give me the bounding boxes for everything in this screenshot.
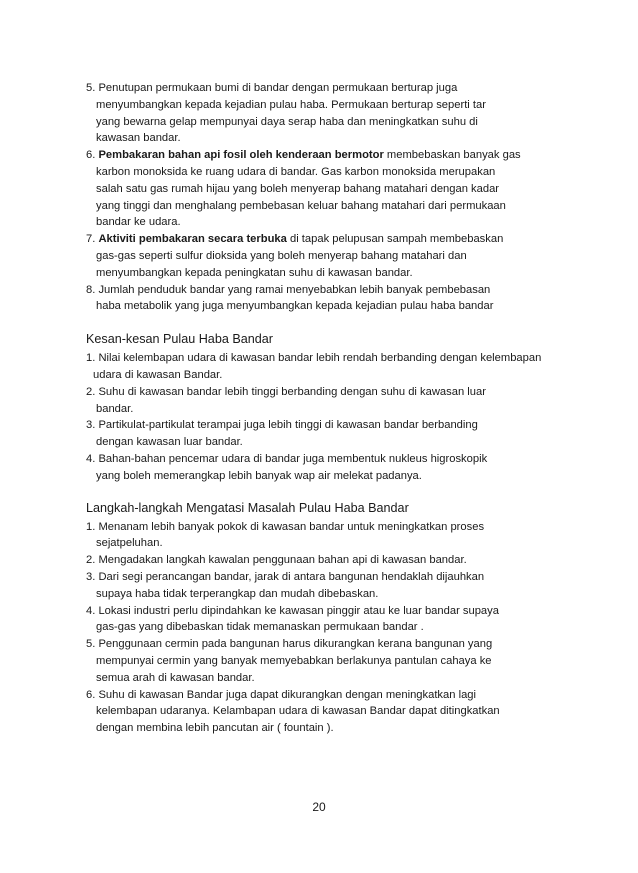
item-text: yang tinggi dan menghalang pembebasan keluar bahang matahari dari permukaan [96, 199, 506, 212]
item-text: udara di kawasan Bandar. [93, 368, 223, 381]
item-text: menyumbangkan kepada kejadian pulau haba. Permukaan berturap seperti tar [96, 98, 486, 111]
item-text: Bahan-bahan pencemar udara di bandar juga membentuk nukleus higroskopik [98, 452, 488, 465]
item-text: dengan kawasan luar bandar. [96, 436, 243, 449]
item-text: karbon monoksida ke ruang udara di bandar. Gas karbon monoksida merupakan [96, 165, 496, 178]
item-text: gas-gas yang dibebaskan tidak memanaskan permukaan bandar . [96, 621, 424, 634]
item-number: 7. [86, 233, 96, 246]
list-item [86, 231, 566, 281]
causes-list [86, 80, 566, 315]
item-text: Dari segi perancangan bandar, jarak di antara bangunan hendaklah dijauhkan [98, 570, 485, 583]
item-text: Menanam lebih banyak pokok di kawasan bandar untuk meningkatkan proses [98, 520, 485, 533]
item-number: 4. [86, 452, 96, 465]
item-text: menyumbangkan kepada peningkatan suhu di kawasan bandar. [96, 266, 413, 279]
item-number: 2. [86, 554, 96, 567]
item-text: yang bewarna gelap mempunyai daya serap haba dan meningkatkan suhu di [96, 115, 478, 128]
list-item [86, 552, 566, 569]
list-item [86, 451, 566, 485]
item-text: Jumlah penduduk bandar yang ramai menyebabkan lebih banyak pembebasan [98, 283, 491, 296]
item-number: 5. [86, 638, 96, 651]
item-number: 6. [86, 149, 96, 162]
item-text: salah satu gas rumah hijau yang boleh menyerap bahang matahari dengan kadar [96, 182, 500, 195]
item-text: Nilai kelembapan udara di kawasan bandar lebih rendah berbanding dengan kelembapan [98, 352, 542, 365]
list-item [86, 636, 566, 686]
item-text: sejatpeluhan. [96, 537, 163, 550]
item-text: semua arah di kawasan bandar. [96, 671, 255, 684]
page-number: 20 [312, 800, 326, 814]
item-number: 8. [86, 283, 96, 296]
item-text: Penutupan permukaan bumi di bandar dengan permukaan berturap juga [98, 82, 458, 94]
item-text: yang boleh memerangkap lebih banyak wap air melekat padanya. [96, 469, 422, 482]
item-number: 5. [86, 82, 96, 94]
item-text: Penggunaan cermin pada bangunan harus dikurangkan kerana bangunan yang [98, 638, 493, 651]
item-text: kawasan bandar. [96, 132, 181, 145]
section-heading-effects: Kesan-kesan Pulau Haba Bandar [86, 332, 273, 347]
list-item [86, 147, 566, 231]
item-number: 3. [86, 570, 96, 583]
list-item [86, 384, 566, 418]
item-text: dengan membina lebih pancutan air ( fountain ). [96, 722, 334, 735]
item-text: Suhu di kawasan Bandar juga dapat dikurangkan dengan meningkatkan lagi [98, 688, 476, 701]
item-text: bandar. [96, 402, 134, 415]
effects-list [86, 350, 566, 484]
item-number: 4. [86, 604, 96, 617]
item-text: bandar ke udara. [96, 216, 181, 229]
item-text: Lokasi industri perlu dipindahkan ke kawasan pinggir atau ke luar bandar supaya [98, 604, 499, 617]
item-text: supaya haba tidak terperangkap dan mudah dibebaskan. [96, 587, 379, 600]
list-item [86, 519, 566, 553]
section-heading-measures: Langkah-langkah Mengatasi Masalah Pulau Haba Bandar [86, 500, 409, 515]
item-text: Mengadakan langkah kawalan penggunaan bahan api di kawasan bandar. [98, 554, 467, 567]
list-item [86, 569, 566, 603]
item-number: 2. [86, 385, 96, 398]
item-number: 3. [86, 419, 96, 432]
item-text: mempunyai cermin yang banyak memyebabkan berlakunya pantulan cahaya ke [96, 654, 492, 667]
measures-list [86, 519, 566, 737]
item-text: Partikulat-partikulat terampai juga lebih tinggi di kawasan bandar berbanding [98, 419, 478, 432]
list-item [86, 687, 566, 737]
list-item [86, 282, 566, 316]
item-number: 1. [86, 352, 96, 365]
item-text: kelembapan udaranya. Kelambapan udara di kawasan Bandar dapat ditingkatkan [96, 705, 500, 718]
page-content [86, 80, 566, 737]
list-item [86, 417, 566, 451]
item-text: di tapak pelupusan sampah membebaskan [286, 233, 504, 246]
item-number: 6. [86, 688, 96, 701]
item-bold-text: Pembakaran bahan api fosil oleh kenderaan bermotor [98, 149, 384, 162]
list-item [86, 80, 566, 147]
item-text: haba metabolik yang juga menyumbangkan kepada kejadian pulau haba bandar [96, 300, 494, 313]
item-number: 1. [86, 520, 96, 533]
item-text: membebaskan banyak gas [383, 149, 521, 162]
list-item [86, 603, 566, 637]
item-text: gas-gas seperti sulfur dioksida yang boleh menyerap bahang matahari dan [96, 249, 467, 262]
list-item [86, 350, 566, 384]
item-bold-text: Aktiviti pembakaran secara terbuka [98, 233, 287, 246]
item-text: Suhu di kawasan bandar lebih tinggi berbanding dengan suhu di kawasan luar [98, 385, 486, 398]
